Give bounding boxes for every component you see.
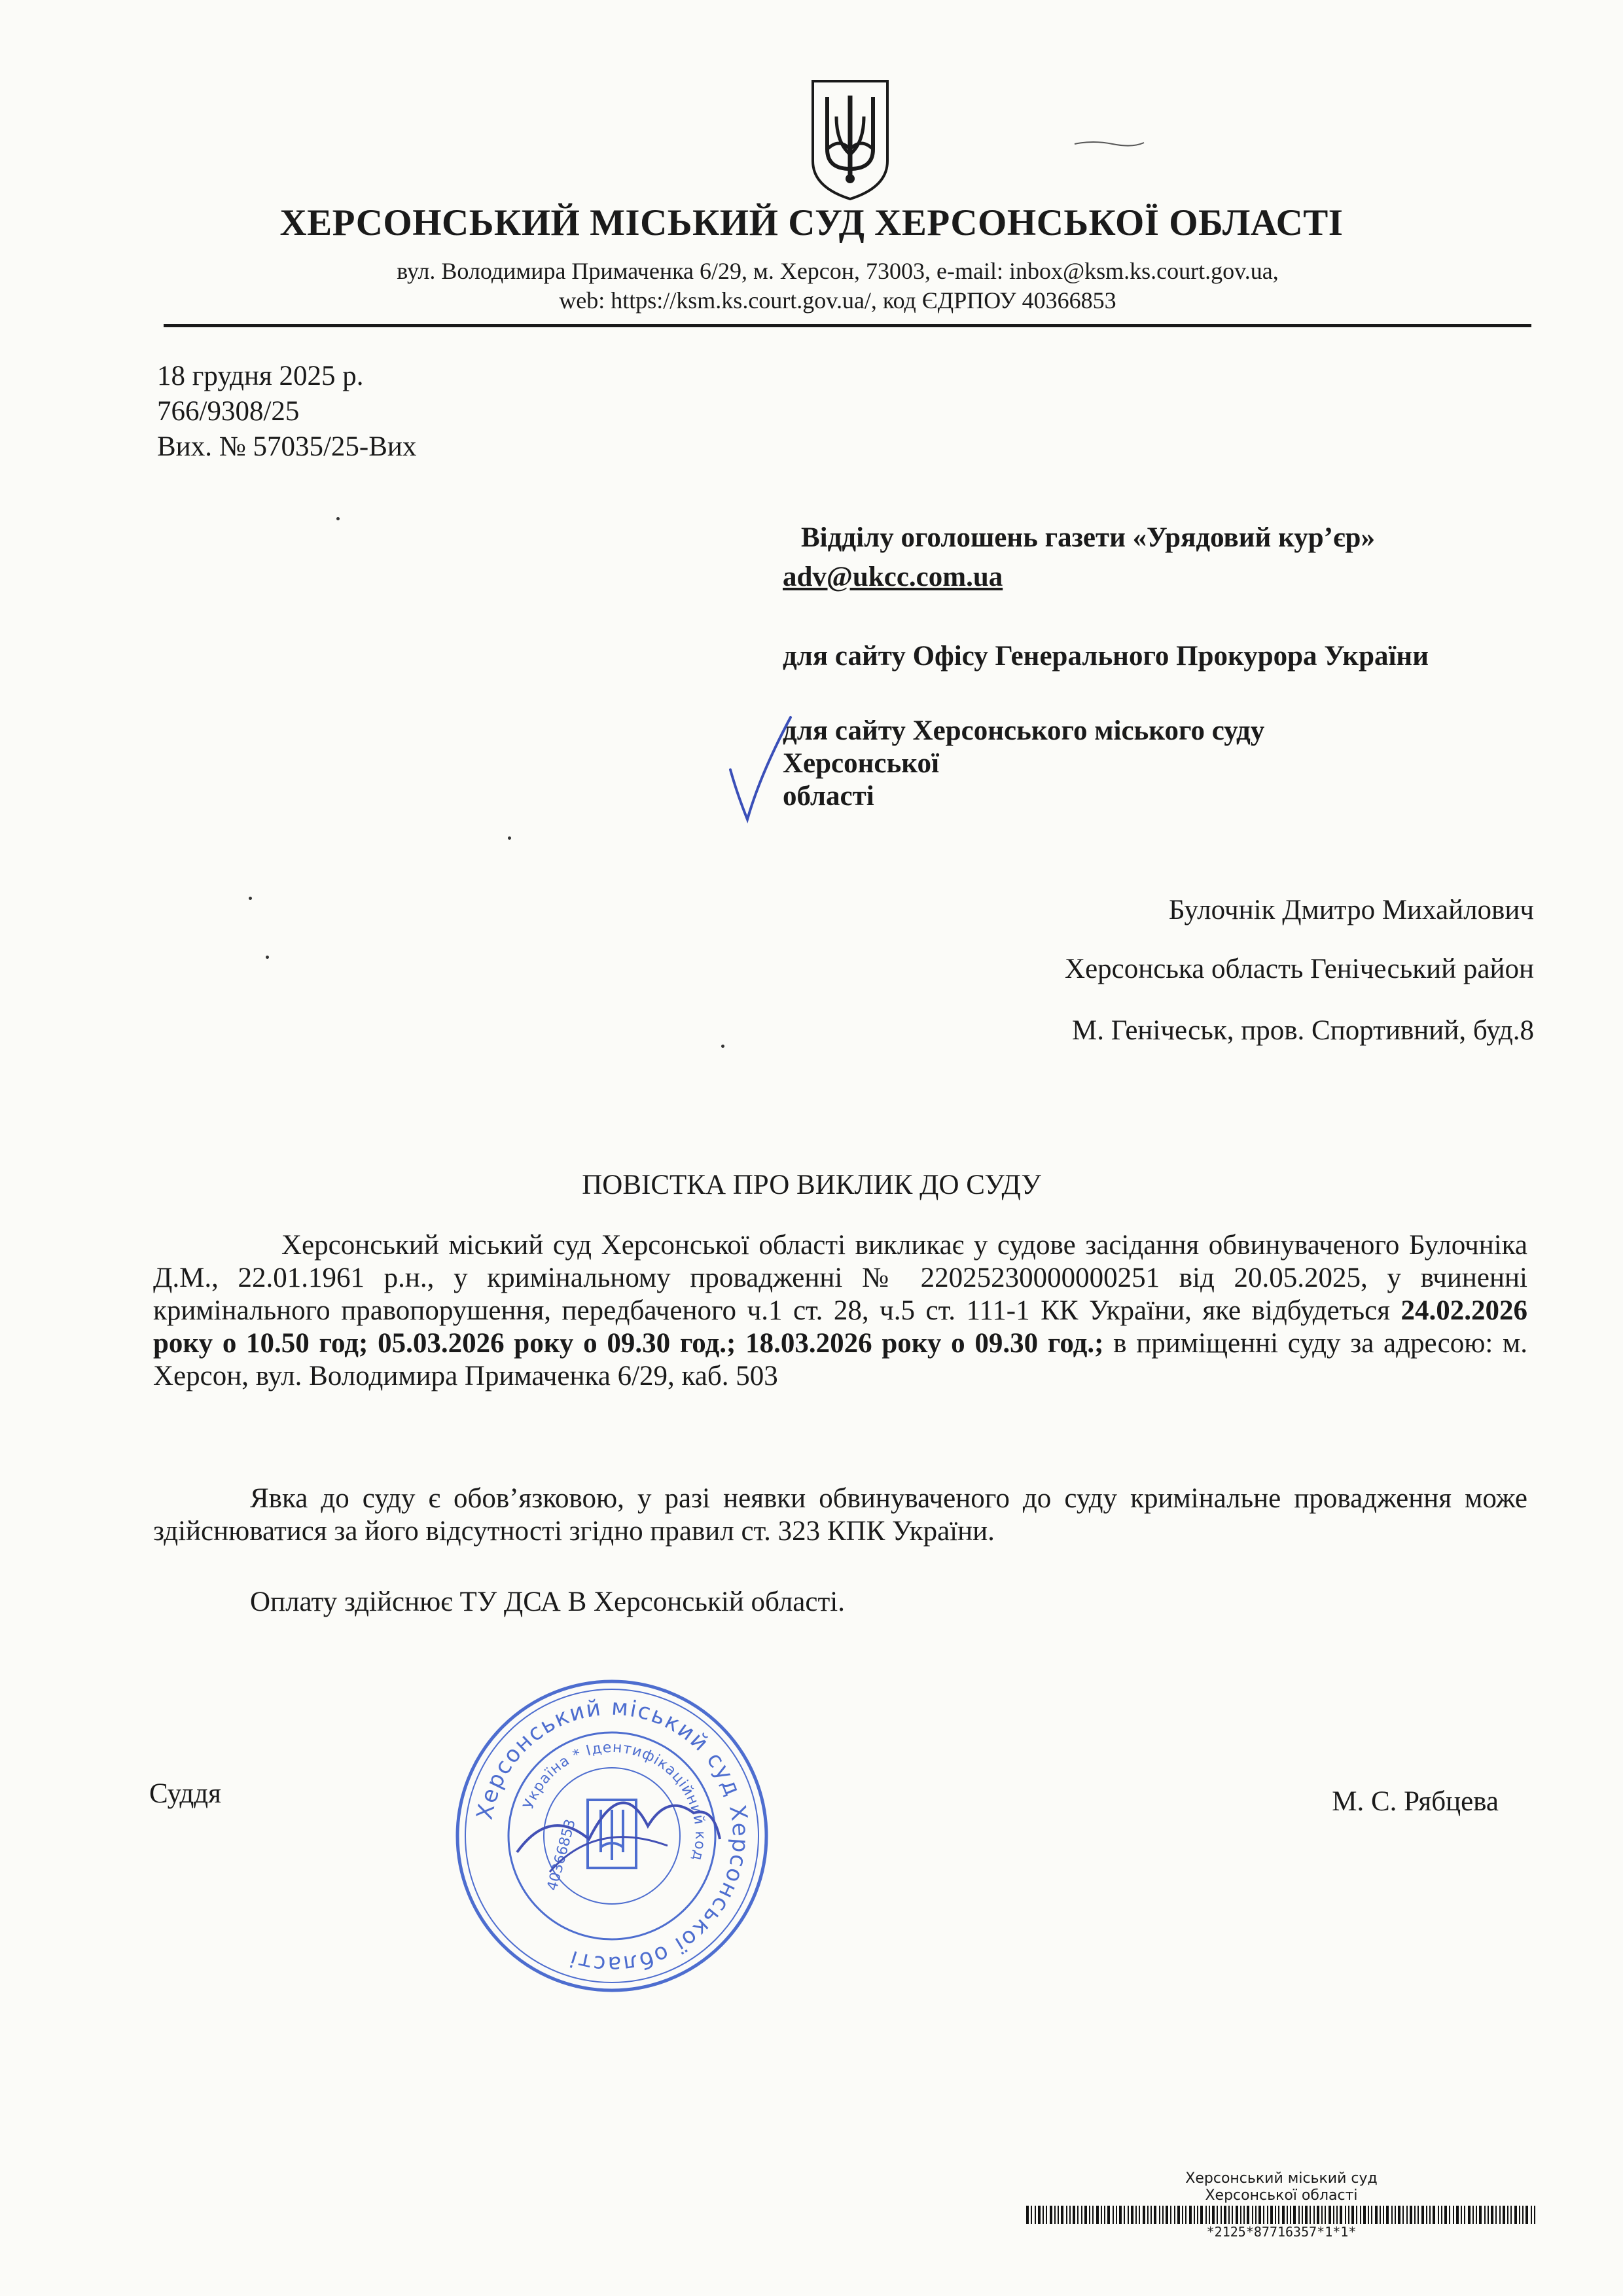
barcode-bar [1468,2206,1471,2224]
barcode-bar [1224,2206,1226,2224]
barcode-bar [1495,2206,1497,2224]
barcode-bar [1519,2206,1520,2224]
barcode-bar [1488,2206,1489,2224]
barcode-bar [1194,2206,1195,2224]
barcode-bar [1444,2206,1447,2224]
barcode-bar [1069,2206,1071,2224]
barcode-bar [1472,2206,1474,2224]
barcode-bar [1038,2206,1041,2224]
barcode-bar [1380,2206,1381,2224]
barcode-bar [1139,2206,1140,2224]
barcode-bar [1096,2206,1099,2224]
summons-text-part1: Херсонський міський суд Херсонської області викликає у судове засідання обвинуваченого Булочніка Д.М., 22.01.1961 р.н., у кримінальному провадженні № 22025230000000251 від 20.05.2025, у вчиненні кримінального правопорушення, передбаченого ч.1 ст. 28, ч.5 ст. 111-1 КК України, яке відбудеться [153,1230,1527,1326]
outgoing-number: Вих. № 57035/25-Вих [157,431,417,462]
barcode-bar [1287,2206,1288,2224]
barcode-bar [1514,2206,1517,2224]
barcode-bar [1162,2206,1164,2224]
barcode-bar [1298,2206,1300,2224]
barcode-bar [1410,2206,1412,2224]
recipient-court-site-line1: для сайту Херсонського міського суду [783,715,1265,746]
barcode-bar [1119,2206,1122,2224]
barcode-bar [1329,2206,1331,2224]
case-number: 766/9308/25 [157,396,300,427]
barcode-bar [1456,2206,1459,2224]
barcode-bar [1395,2206,1396,2224]
recipient-prosecutor-site: для сайту Офісу Генерального Прокурора України [783,641,1429,672]
barcode-bar [1371,2206,1372,2224]
barcode-bar [1270,2206,1273,2224]
barcode-bar [1236,2206,1238,2224]
barcode-bar [1476,2206,1477,2224]
summons-heading: ПОВІСТКА ПРО ВИКЛИК ДО СУДУ [582,1170,1041,1200]
barcode-bar [1360,2206,1361,2224]
barcode-bar [1503,2206,1505,2224]
barcode-bar [1426,2206,1427,2224]
barcode-bar [1282,2206,1285,2224]
barcode-bar [1325,2206,1326,2224]
court-address-line: вул. Володимира Примаченка 6/29, м. Херсон, 73003, e-mail: inbox@ksm.ks.court.gov.ua, [397,258,1279,284]
barcode-bar [1317,2206,1319,2224]
barcode-bar [1026,2206,1029,2224]
barcode-bar [1363,2206,1366,2224]
barcode-bar [1182,2206,1183,2224]
signature-role: Суддя [149,1778,221,1809]
barcode-bar [1177,2206,1180,2224]
barcode-bar [1267,2206,1268,2224]
barcode-bar [1383,2206,1384,2224]
barcode-bar [1464,2206,1465,2224]
barcode-bar [1386,2206,1389,2224]
barcode-bar [1116,2206,1117,2224]
barcode-bar [1333,2206,1334,2224]
barcode-bar [1531,2206,1532,2224]
barcode-bar [1154,2206,1156,2224]
barcode-bar [1247,2206,1249,2224]
barcode-bar [1058,2206,1059,2224]
barcode-bar [1128,2206,1129,2224]
barcode-bar [1507,2206,1508,2224]
barcode-bar [1143,2206,1145,2224]
barcode-bar [1449,2206,1450,2224]
barcode-bar [1313,2206,1315,2224]
barcode-bar [1166,2206,1168,2224]
barcode-bar [1113,2206,1114,2224]
barcode-bar [1061,2206,1063,2224]
seal-outer-text: Херсонський міський суд Херсонської області [471,1694,754,1978]
barcode-bar [1293,2206,1296,2224]
barcode-bar [1522,2206,1524,2224]
addressee-region: Херсонська область Генічеський район [1065,954,1534,984]
barcode-bar [1429,2206,1431,2224]
barcode-bar [1402,2206,1404,2224]
barcode-bar [1046,2206,1047,2224]
barcode-bar [1534,2206,1535,2224]
document-date: 18 грудня 2025 р. [157,361,364,391]
barcode-bar [1348,2206,1349,2224]
barcode-bar [1147,2206,1149,2224]
barcode-bar [1499,2206,1501,2224]
barcode-bar [1150,2206,1152,2224]
barcode-bar [1077,2206,1079,2224]
barcode-bar [1356,2206,1357,2224]
barcode-bar [1433,2206,1435,2224]
barcode-bar [1066,2206,1067,2224]
barcode-bar [1228,2206,1230,2224]
barcode-bar [1189,2206,1192,2224]
barcode-bar [1275,2206,1276,2224]
barcode-bar [1073,2206,1075,2224]
addressee-street: М. Генічеськ, пров. Спортивний, буд.8 [1072,1015,1534,1046]
barcode-bar [1131,2206,1133,2224]
barcode-bar [1101,2206,1102,2224]
barcode-bar [1159,2206,1160,2224]
barcode-bar [1240,2206,1241,2224]
barcode-bar [1255,2206,1257,2224]
barcode-bar [1232,2206,1233,2224]
seal-inner-text: Україна * Ідентифікаційний код [520,1739,709,1863]
barcode-bar [1491,2206,1493,2224]
barcode-bar [1398,2206,1400,2224]
hearing-dates: 24.02.2026 року о 10.50 год; 05.03.2026 року о 09.30 год.; 18.03.2026 року о 09.30 год.; [153,1295,1527,1359]
barcode-bar [1525,2206,1528,2224]
barcode-bar [1258,2206,1261,2224]
barcode-bar [1054,2206,1056,2224]
barcode-bar [1104,2206,1105,2224]
barcode-bar [1305,2206,1308,2224]
barcode-bar [1221,2206,1222,2224]
barcode-number: *2125*87716357*1*1* [1206,2224,1357,2240]
barcode-bar [1479,2206,1482,2224]
addressee-name: Булочнік Дмитро Михайлович [1168,895,1534,925]
summons-paragraph-attendance: Явка до суду є обов’язковою, у разі неявки обвинуваченого до суду кримінальне провадження може здійснюватися за його відсутності згідно правил ст. 323 КПК України. [153,1483,1527,1547]
court-web-line: web: https://ksm.ks.court.gov.ua/, код ЄДРПОУ 40366853 [559,287,1116,314]
barcode-bar [1453,2206,1454,2224]
recipient-court-site-line3: області [783,781,874,812]
barcode-bar [1368,2206,1369,2224]
barcode-bar [1089,2206,1090,2224]
barcode-bar [1035,2206,1036,2224]
barcode-bar [1081,2206,1082,2224]
barcode-bar [1441,2206,1442,2224]
barcode-bar [1197,2206,1198,2224]
barcode-bar [1321,2206,1323,2224]
barcode-bar [1174,2206,1175,2224]
summons-paragraph-payment: Оплату здійснює ТУ ДСА В Херсонській області. [250,1587,845,1617]
barcode-bar [1351,2206,1354,2224]
barcode-bar [1135,2206,1137,2224]
recipient-email-link[interactable]: adv@ukcc.com.ua [783,562,1003,592]
barcode-bar [1418,2206,1419,2224]
seal-code-text: 40366853 [544,1817,579,1893]
barcode-bar [1340,2206,1342,2224]
barcode-bar [1421,2206,1424,2224]
barcode-bar [1345,2206,1346,2224]
barcode-bar [1243,2206,1245,2224]
barcode-bar [1107,2206,1110,2224]
barcode-bar [1406,2206,1408,2224]
barcode-bar [1252,2206,1253,2224]
barcode-bar [1290,2206,1291,2224]
stamp-court-line2: Херсонської області [1205,2187,1358,2204]
barcode-bar [1124,2206,1125,2224]
barcode-bar [1438,2206,1439,2224]
barcode-bar [1336,2206,1338,2224]
barcode-bar [1510,2206,1512,2224]
barcode-bar [1263,2206,1264,2224]
barcode-bar [1217,2206,1218,2224]
registration-stamp [1026,2170,1537,2240]
barcode-bar [1092,2206,1094,2224]
barcode-bar [1084,2206,1087,2224]
summons-text-part2: в приміщенні суду за адресою: м. Херсон, вул. Володимира Примаченка 6/29, каб. 503 [153,1328,1528,1391]
barcode-bar [1212,2206,1215,2224]
court-title: ХЕРСОНСЬКИЙ МІСЬКИЙ СУД ХЕРСОНСЬКОЇ ОБЛАСТІ [279,202,1344,243]
barcode-bar [1461,2206,1462,2224]
barcode-bar [1484,2206,1486,2224]
barcode-bar [1278,2206,1279,2224]
barcode-bar [1031,2206,1032,2224]
barcode-bar [1185,2206,1186,2224]
barcode-bar [1200,2206,1203,2224]
barcode-bar [1310,2206,1311,2224]
barcode-bar [1170,2206,1171,2224]
barcode-bar [1414,2206,1416,2224]
stamp-court-line1: Херсонський міський суд [1185,2170,1378,2187]
barcode-bar [1375,2206,1378,2224]
barcode-bar [1302,2206,1303,2224]
signature-name: М. С. Рябцева [1332,1786,1499,1817]
barcode-bar [1391,2206,1393,2224]
barcode-bar [1050,2206,1052,2224]
barcode-bar [1205,2206,1207,2224]
barcode-bar [1209,2206,1210,2224]
recipient-newspaper: Відділу оголошень газети «Урядовий кур’єр» [801,522,1375,553]
barcode [1026,2206,1537,2224]
recipient-court-site-line2: Херсонської [783,748,939,779]
barcode-bar [1043,2206,1044,2224]
